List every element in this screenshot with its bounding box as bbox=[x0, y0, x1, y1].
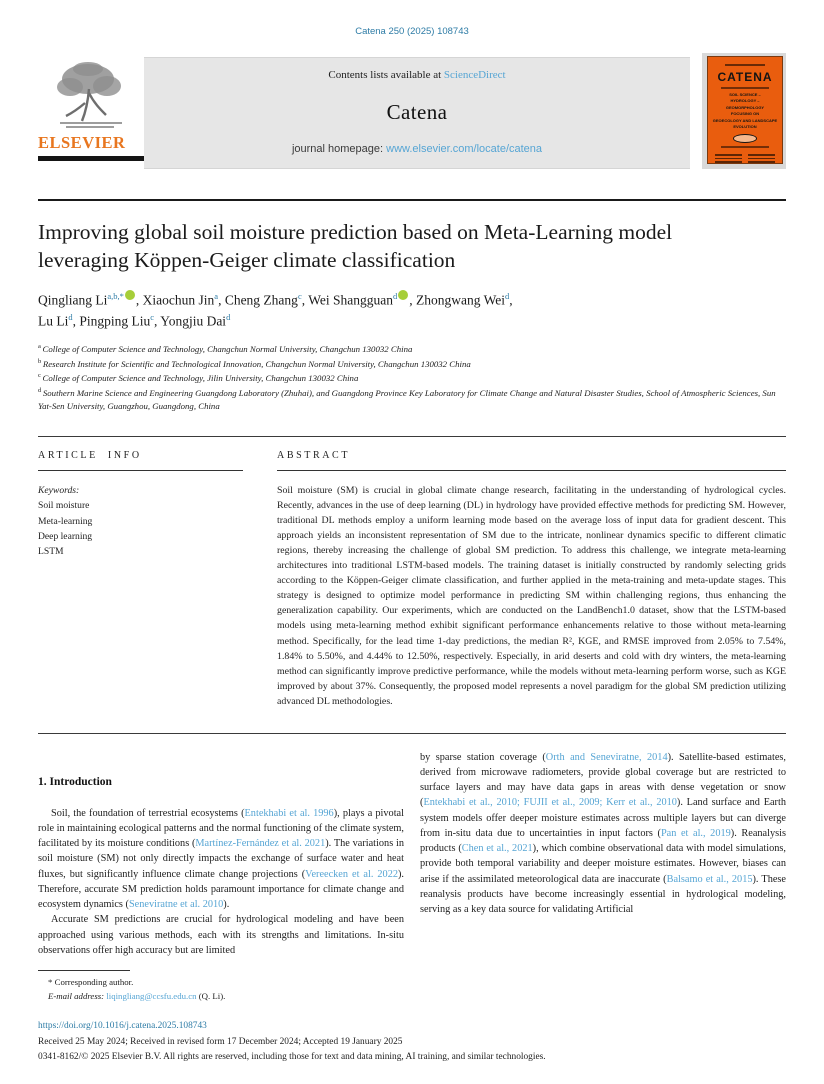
contents-list-line bbox=[328, 69, 505, 81]
cover-subtitle: GEOECOLOGY AND LANDSCAPE EVOLUTION bbox=[712, 117, 778, 129]
affiliation-c bbox=[38, 371, 786, 386]
abstract-heading: ABSTRACT bbox=[277, 450, 351, 462]
affiliation-d bbox=[38, 386, 786, 414]
text-segment: ). Reanalysis products ( bbox=[420, 827, 786, 855]
citation-link[interactable]: Seneviratne et al. 2010 bbox=[128, 899, 224, 911]
footnote-block bbox=[38, 970, 404, 1003]
keyword-item: LSTM bbox=[38, 546, 64, 558]
article-info-column bbox=[38, 450, 243, 709]
journal-cover-art bbox=[707, 56, 783, 164]
text-segment: , bbox=[509, 292, 513, 308]
email-note bbox=[38, 990, 404, 1004]
cover-subtitle: SOIL SCIENCE – bbox=[729, 92, 761, 97]
text-segment: College of Computer Science and Technology, Changchun Normal University, Changchun 130032 China bbox=[42, 344, 413, 355]
text-segment: a bbox=[38, 343, 43, 351]
keyword-item: Meta-learning bbox=[38, 515, 93, 527]
citation-link[interactable]: Entekhabi et al., 2010; FUJII et al., 2009; Kerr et al., 2010 bbox=[423, 797, 677, 809]
text-segment: , Wei Shangguan bbox=[301, 292, 393, 308]
text-segment: Research Institute for Scientific and Technological Innovation, Changchun Normal University, Changchun 130032 China bbox=[42, 358, 471, 369]
introduction-section bbox=[38, 750, 786, 1004]
abstract-heading-rule bbox=[277, 470, 786, 471]
cover-subtitle: HYDROLOGY – GEOMORPHOLOGY bbox=[725, 98, 765, 110]
header-divider-rule bbox=[38, 199, 786, 201]
text-segment: College of Computer Science and Technology, Jilin University, Changchun 130032 China bbox=[42, 373, 359, 384]
citation-link[interactable]: Chen et al., 2021 bbox=[461, 843, 533, 855]
text-segment: d bbox=[393, 290, 398, 301]
text-segment: E-mail address: bbox=[48, 990, 107, 1001]
text-segment: ). These reanalysis products have become increasingly essential in hydrological modeling, serving as a key data source for validating Artificial bbox=[420, 873, 786, 916]
text-segment: d bbox=[38, 386, 43, 394]
text-segment: Contents lists available at bbox=[328, 69, 444, 81]
text-segment: d bbox=[68, 311, 73, 322]
text-segment: Soil, the foundation of terrestrial ecosystems ( bbox=[51, 807, 245, 819]
citation-link[interactable]: Balsamo et al., 2015 bbox=[666, 873, 753, 885]
cover-society-emblem bbox=[733, 134, 757, 143]
text-segment: Accurate SM predictions are crucial for hydrological modeling and have been approached using various methods, each with its strengths and limitations. In-situ observations offer high accuracy but are limited bbox=[38, 914, 404, 956]
intro-paragraph bbox=[38, 912, 404, 958]
orcid-icon[interactable] bbox=[125, 290, 135, 300]
text-segment: Lu Li bbox=[38, 313, 69, 328]
cover-decorative-bar bbox=[725, 64, 766, 66]
text-segment: a,b,* bbox=[107, 290, 124, 301]
abstract-bottom-rule bbox=[38, 733, 786, 734]
affiliation-a bbox=[38, 342, 786, 357]
text-segment: , Zhongwang Wei bbox=[409, 292, 506, 308]
intro-right-column bbox=[420, 750, 786, 1004]
intro-paragraph bbox=[38, 806, 404, 913]
keywords-label: Keywords: bbox=[38, 485, 80, 497]
text-segment: ). Therefore, accurate SM prediction holds paramount importance for climate change and ecosystem dynamics ( bbox=[38, 868, 405, 911]
keyword-item: Soil moisture bbox=[38, 500, 90, 512]
received-dates-line: Received 25 May 2024; Received in revised form 17 December 2024; Accepted 19 January 2025 bbox=[38, 1036, 403, 1047]
article-title: Improving global soil moisture prediction based on Meta-Learning model leveraging Köppen-Geiger climate classification bbox=[38, 220, 673, 273]
introduction-heading: 1. Introduction bbox=[38, 775, 112, 788]
text-segment: , Xiaochun Jin bbox=[135, 292, 215, 308]
text-segment: by sparse station coverage ( bbox=[420, 751, 546, 763]
cover-subtitle: FOCUSING ON bbox=[730, 111, 760, 117]
elsevier-wordmark: ELSEVIER bbox=[38, 133, 126, 152]
elsevier-logo bbox=[38, 57, 144, 169]
info-abstract-block bbox=[38, 437, 786, 733]
text-segment: , Cheng Zhang bbox=[218, 292, 298, 308]
footnote-rule bbox=[38, 970, 130, 971]
text-segment: a bbox=[214, 290, 219, 301]
abstract-text: Soil moisture (SM) is crucial in global climate change research, facilitating in the understanding of hydrological cycles. Recently, advances in the use of deep learning (DL) in hydrology have provided effective methods for predicting SM. However, traditional DL methods employ a uniform learning mode based on the average loss of input data for gradient descent. This approach yields an inconsistent representation of SM due to the intricate, nonlinear dynamics specific to different climatic regions, thereby increasing the challenge of global SM prediction. To address this challenge, we integrate meta-learning architectures into traditional LSTM-based models. The training dataset is initially constructed by randomly selecting grids according to the Köppen-Geiger climate classification, and further applied in the meta-training and meta-update stages. This strategy is designed to optimize model performance in predicting SM within challenging regions, thus enhancing the generalization capability. Our experiments, which are conducted on the LandBench1.0 dataset, show that the LSTM-based models using meta-learning method exhibit significant performance enhancements relative to those without meta-learning method. Specifically, for the lead time 1-day predictions, the median R², KGE, and RMSE improved from 2.05% to 7.54%, 1.84% to 5.50%, and 4.44% to 12.50%, respectively. Especially, in arid deserts and cold with dry winters, the meta-learning method can significantly improve predictive performance, while the models without meta-learning perform worse, such as KGE improved by about 37%. Consequently, the proposed model represents a novel paradigm for the global SM prediction utilizing advanced DL methodologies. bbox=[277, 485, 786, 707]
sciencedirect-link[interactable]: ScienceDirect bbox=[443, 69, 506, 81]
article-info-heading: ARTICLE INFO bbox=[38, 450, 142, 462]
journal-homepage-line bbox=[292, 143, 542, 155]
logo-divider-bar bbox=[38, 156, 144, 161]
citation-link[interactable]: Entekhabi et al. 1996 bbox=[244, 807, 334, 819]
text-segment: c bbox=[150, 311, 155, 322]
text-segment: , Yongjiu Dai bbox=[154, 313, 227, 328]
author-list bbox=[38, 290, 786, 332]
email-link[interactable]: liqingliang@ccsfu.edu.cn bbox=[106, 990, 197, 1001]
copyright-line: 0341-8162/© 2025 Elsevier B.V. All rights are reserved, including those for text and data mining, AI training, and similar technologies. bbox=[38, 1052, 546, 1063]
text-segment: , Pingping Liu bbox=[72, 313, 151, 328]
keywords-block bbox=[38, 483, 243, 560]
journal-header bbox=[38, 57, 786, 169]
corresponding-author-asterisk: * bbox=[48, 977, 55, 988]
text-segment: ). Satellite-based estimates, derived from microwave radiometers, provide global coverage but are restricted to surface layers and may have data gaps in areas with dense vegetation or snow ( bbox=[420, 751, 786, 809]
article-footer bbox=[38, 1019, 786, 1066]
journal-title: Catena bbox=[386, 99, 448, 124]
text-segment: ). Land surface and Earth system models offer deeper moisture estimates across multiple layers but can diverge from in-situ data due to uncertainties in input factors ( bbox=[420, 797, 786, 839]
text-segment: Corresponding author. bbox=[54, 977, 134, 988]
text-segment: d bbox=[226, 311, 231, 322]
keyword-item: Deep learning bbox=[38, 531, 93, 543]
journal-banner bbox=[144, 57, 690, 169]
journal-homepage-link[interactable]: www.elsevier.com/locate/catena bbox=[386, 143, 543, 155]
text-segment: c bbox=[297, 290, 302, 301]
text-segment: d bbox=[505, 290, 510, 301]
text-segment: c bbox=[38, 372, 43, 380]
text-segment: ), plays a pivotal role in maintaining ecological patterns and the normal functioning of the climate system, facilitated by its moisture conditions ( bbox=[38, 807, 404, 850]
cover-decorative-bar bbox=[721, 87, 769, 89]
journal-citation: Catena 250 (2025) 108743 bbox=[355, 26, 469, 37]
citation-link[interactable]: Martínez-Fernández et al. 2021 bbox=[195, 838, 326, 850]
text-segment: ). The variations in soil moisture (SM) not only directly impacts the exchange of surface water and heat fluxes, but significantly influence climate change projections ( bbox=[38, 838, 404, 880]
cover-title: CATENA bbox=[717, 70, 773, 84]
affiliations bbox=[38, 342, 786, 414]
text-segment: ), which combine observational data with model simulations, provide both temporal variability and deeper moisture estimates. However, biases can arise if the assimilated meteorological data are inaccurate ( bbox=[420, 843, 786, 885]
text-segment: (Q. Li). bbox=[196, 990, 226, 1001]
article-info-heading-rule bbox=[38, 470, 243, 471]
cover-editor-text-bars bbox=[711, 151, 779, 165]
text-segment: ). bbox=[223, 899, 230, 911]
intro-left-column bbox=[38, 750, 404, 1004]
elsevier-tree-icon bbox=[52, 59, 130, 133]
doi-link[interactable]: https://doi.org/10.1016/j.catena.2025.108743 bbox=[38, 1021, 207, 1032]
affiliation-b bbox=[38, 357, 786, 372]
orcid-icon[interactable] bbox=[398, 290, 408, 300]
corresponding-author-note bbox=[38, 976, 404, 990]
abstract-column bbox=[277, 450, 786, 709]
journal-cover-thumbnail bbox=[702, 53, 786, 169]
intro-paragraph bbox=[420, 750, 786, 918]
cover-decorative-bar bbox=[721, 146, 769, 148]
text-segment: b bbox=[38, 357, 43, 365]
text-segment: Qingliang Li bbox=[38, 292, 108, 308]
citation-link[interactable]: Orth and Seneviratne, 2014 bbox=[545, 751, 668, 763]
citation-link[interactable]: Vereecken et al. 2022 bbox=[305, 868, 398, 880]
citation-link[interactable]: Pan et al., 2019 bbox=[660, 827, 731, 839]
text-segment: Southern Marine Science and Engineering Guangdong Laboratory (Zhuhai), and Guangdong Province Key Laboratory for Climate Change and Natural Disaster Studies, School of Atmospheric Sciences, Sun Yat-Sen University, Guangzhou, Guangdong, China bbox=[38, 387, 776, 412]
text-segment: journal homepage: bbox=[291, 143, 387, 155]
